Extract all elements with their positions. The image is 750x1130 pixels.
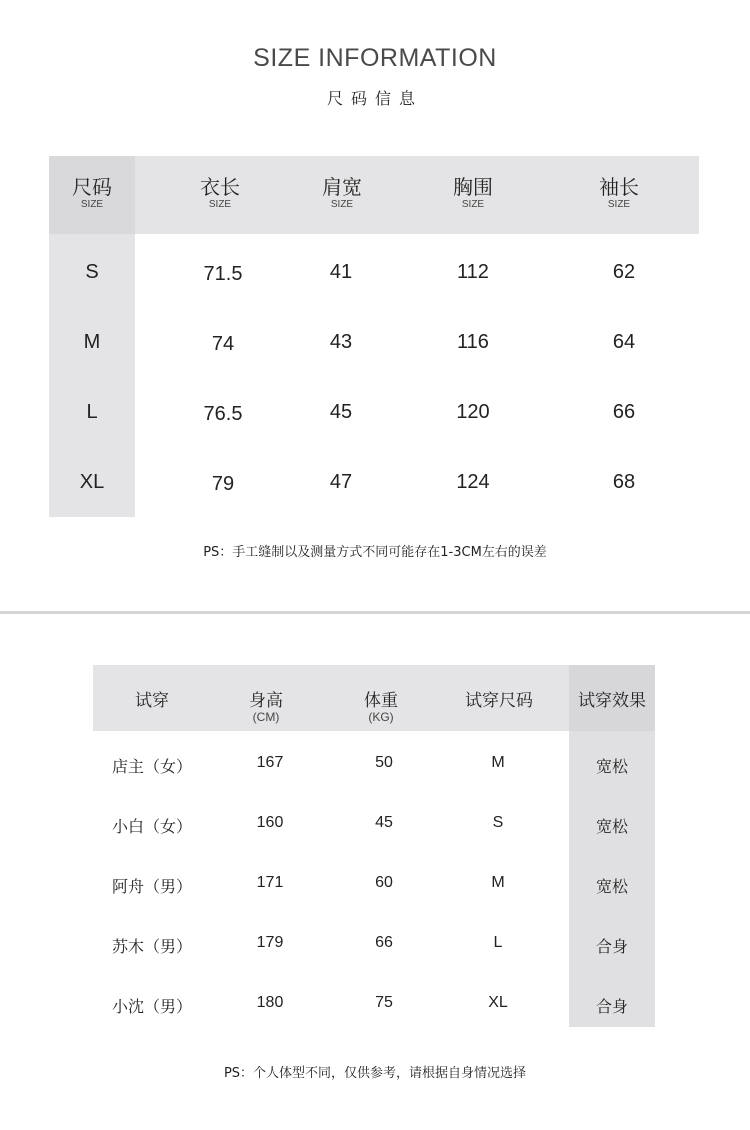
chest-cell: 116 — [457, 331, 489, 353]
section-divider — [0, 611, 750, 614]
person-cell: 阿舟（男） — [111, 877, 192, 896]
sleeve-cell: 66 — [612, 401, 636, 423]
fit-header-person: 试穿 — [135, 691, 169, 711]
shoulder-cell: 43 — [329, 331, 353, 353]
shoulder-cell: 47 — [329, 471, 353, 493]
shoulder-cell: 41 — [329, 261, 353, 283]
sleeve-cell: 68 — [612, 471, 636, 493]
size-cell: XL — [488, 994, 508, 1011]
height-cell: 160 — [256, 814, 284, 831]
fit-header-height: 身高 (CM) — [249, 691, 283, 724]
size-cell: M — [491, 874, 505, 891]
shoulder-cell: 45 — [329, 401, 353, 423]
height-cell: 179 — [256, 934, 284, 951]
length-cell: 74 — [211, 333, 235, 355]
chest-cell: 120 — [456, 401, 490, 423]
length-cell: 71.5 — [203, 263, 243, 285]
effect-cell: 合身 — [595, 997, 628, 1016]
sleeve-cell: 62 — [612, 261, 636, 283]
person-cell: 小白（女） — [111, 817, 192, 836]
sleeve-cell: 64 — [612, 331, 636, 353]
size-header-sleeve: 袖长 SIZE — [599, 175, 639, 210]
person-cell: 小沈（男） — [111, 997, 192, 1016]
size-header-length: 衣长 SIZE — [200, 175, 240, 210]
weight-cell: 66 — [375, 934, 393, 951]
fit-table-note: PS：个人体型不同，仅供参考，请根据自身情况选择 — [223, 1066, 527, 1081]
size-cell: XL — [79, 471, 105, 493]
fit-header-effect: 试穿效果 — [578, 691, 646, 711]
size-cell: L — [493, 934, 503, 951]
length-cell: 76.5 — [203, 403, 243, 425]
size-cell: S — [85, 261, 99, 283]
chest-cell: 124 — [456, 471, 490, 493]
size-header-chest: 胸围 SIZE — [453, 175, 493, 210]
length-cell: 79 — [211, 473, 235, 495]
size-header-shoulder: 肩宽 SIZE — [322, 175, 362, 210]
weight-cell: 60 — [375, 874, 393, 891]
size-cell: S — [492, 814, 504, 831]
weight-cell: 45 — [375, 814, 393, 831]
size-header-size: 尺码 SIZE — [72, 175, 112, 210]
fit-header-weight: 体重 (KG) — [364, 691, 398, 724]
size-table-note: PS：手工缝制以及测量方式不同可能存在1-3CM左右的误差 — [203, 545, 547, 560]
weight-cell: 50 — [375, 754, 393, 771]
fit-header-size: 试穿尺码 — [465, 691, 533, 711]
title-english: SIZE INFORMATION — [253, 44, 497, 72]
person-cell: 苏木（男） — [111, 937, 192, 956]
size-cell: M — [83, 331, 101, 353]
size-cell: L — [86, 401, 98, 423]
height-cell: 180 — [256, 994, 284, 1011]
chest-cell: 112 — [457, 261, 489, 283]
effect-cell: 宽松 — [595, 757, 628, 776]
weight-cell: 75 — [375, 994, 393, 1011]
size-cell: M — [491, 754, 505, 771]
person-cell: 店主（女） — [111, 757, 192, 776]
height-cell: 171 — [256, 874, 284, 891]
effect-cell: 合身 — [595, 937, 628, 956]
title-chinese: 尺码信息 — [326, 89, 423, 108]
height-cell: 167 — [256, 754, 284, 771]
effect-cell: 宽松 — [595, 877, 628, 896]
effect-cell: 宽松 — [595, 817, 628, 836]
